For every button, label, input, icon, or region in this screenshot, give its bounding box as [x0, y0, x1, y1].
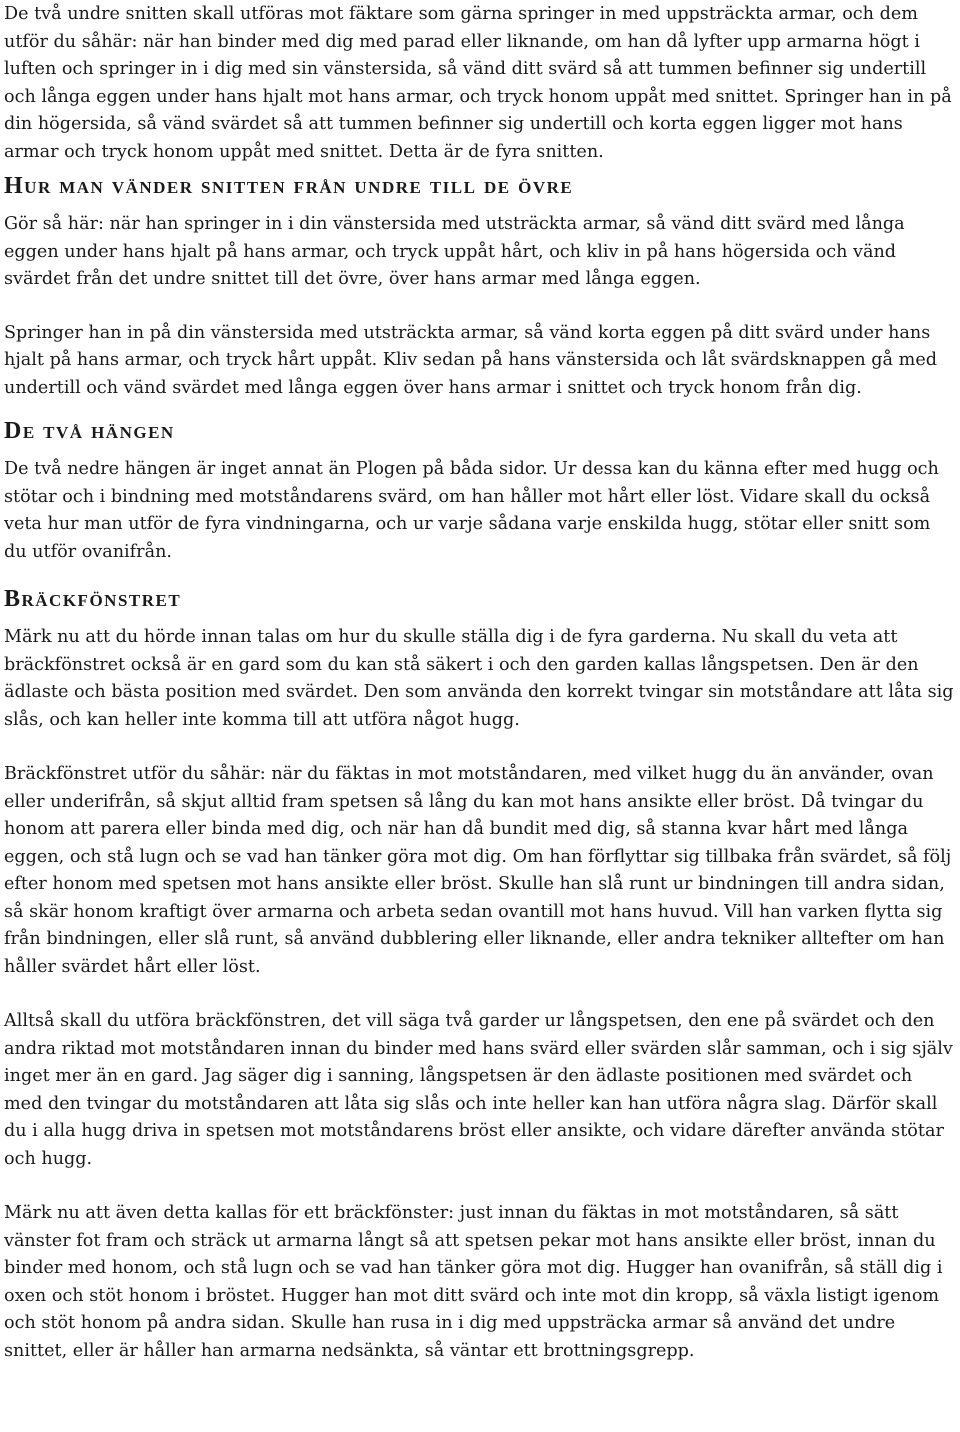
section-heading-vanda-snitten: Hur man vänder snitten från undre till de övre [4, 173, 574, 199]
paragraph-vanda-snitten-2: Springer han in på din vänstersida med utsträckta armar, så vänd korta eggen på ditt svärd under hans hjalt på hans armar, och tryck hårt uppåt. Kliv sedan på hans vänstersida och låt svärdsknappen gå med undertill och vänd svärdet med långa eggen över hans armar i snittet och tryck honom från dig. [4, 322, 938, 398]
section-heading-brackfonstret: Bräckfönstret [4, 586, 182, 612]
paragraph-hangen: De två nedre hängen är inget annat än Plogen på båda sidor. Ur dessa kan du känna efter med hugg och stötar och i bindning med motståndarens svärd, om han håller mot hårt eller löst. Vidare skall du också veta hur man utför de fyra vindningarna, och ur varje sådana varje enskilda hugg, stötar eller snitt som du utför ovanifrån. [4, 459, 939, 562]
paragraph-brackfonstret-4: Märk nu att även detta kallas för ett bräckfönster: just innan du fäktas in mot motståndaren, så sätt vänster fot fram och sträck ut armarna långt så att spetsen pekar mot hans ansikte eller bröst, innan du binder med honom, och stå lugn och se vad han tänker göra mot dig. Hugger han ovanifrån, så ställ dig i oxen och stöt honom i bröstet. Hugger han mot ditt svärd och inte mot din kropp, så växla listigt igenom och stöt honom på andra sidan. Skulle han rusa in i dig med uppsträcka armar så använd det undre snittet, eller är håller han armarna nedsänkta, så väntar ett brottningsgrepp. [4, 1203, 943, 1361]
paragraph-brackfonstret-1: Märk nu att du hörde innan talas om hur du skulle ställa dig i de fyra garderna. Nu skall du veta att bräckfönstret också är en gard som du kan stå säkert i och den garden kallas långspetsen. Den är den ädlaste och bästa position med svärdet. Den som använda den korrekt tvingar sin motståndare att låta sig slås, och kan heller inte komma till att utföra något hugg. [4, 627, 954, 730]
paragraph-vanda-snitten-1: Gör så här: när han springer in i din vänstersida med utsträckta armar, så vänd ditt svärd med långa eggen under hans hjalt på hans armar, och tryck uppåt hårt, och kliv in på hans högersida och vänd svärdet från det undre snittet till det övre, över hans armar med långa eggen. [4, 214, 905, 289]
paragraph-brackfonstret-3: Alltså skall du utföra bräckfönstren, det vill säga två garder ur långspetsen, den ene på svärdet och den andra riktad mot motståndaren innan du binder med hans svärd eller svärden slår samman, och i sig själv inget mer än en gard. Jag säger dig i sanning, långspetsen är den ädlaste positionen med svärdet och med den tvingar du motståndaren att låta sig slås och inte heller kan han utföra några slag. Därför skall du i alla hugg driva in spetsen mot motståndarens bröst eller ansikte, och vidare därefter använda stötar och hugg. [4, 1011, 953, 1169]
paragraph-brackfonstret-2: Bräckfönstret utför du såhär: när du fäktas in mot motståndaren, med vilket hugg du än använder, ovan eller underifrån, så skjut alltid fram spetsen så lång du kan mot hans ansikte eller bröst. Då tvingar du honom att parera eller binda med dig, och när han då bundit med dig, så stanna kvar hårt med långa eggen, och stå lugn och se vad han tänker göra mot dig. Om han förflyttar sig tillbaka från svärdet, så följ efter honom med spetsen mot hans ansikte eller bröst. Skulle han slå runt ur bindningen till andra sidan, så skär honom kraftigt över armarna och arbeta sedan ovantill mot hans huvud. Vill han varken flytta sig från bindningen, eller slå runt, så använd dubblering eller liknande, eller andra tekniker alltefter om han håller svärdet hårt eller löst. [4, 764, 952, 977]
paragraph-undre-snitten: De två undre snitten skall utföras mot fäktare som gärna springer in med uppsträckta armar, och dem utför du såhär: när han binder med dig med parad eller liknande, om han då lyfter upp armarna högt i luften och springer in i dig med sin vänstersida, så vänd ditt svärd så att tummen befinner sig undertill och långa eggen under hans hjalt mot hans armar, och tryck honom uppåt med snittet. Springer han in på din högersida, så vänd svärdet så att tummen befinner sig undertill och korta eggen ligger mot hans armar och tryck honom uppåt med snittet. Detta är de fyra snitten. [4, 4, 952, 162]
section-heading-hangen: De två hängen [4, 418, 175, 444]
document-page [4, 0, 956, 1365]
